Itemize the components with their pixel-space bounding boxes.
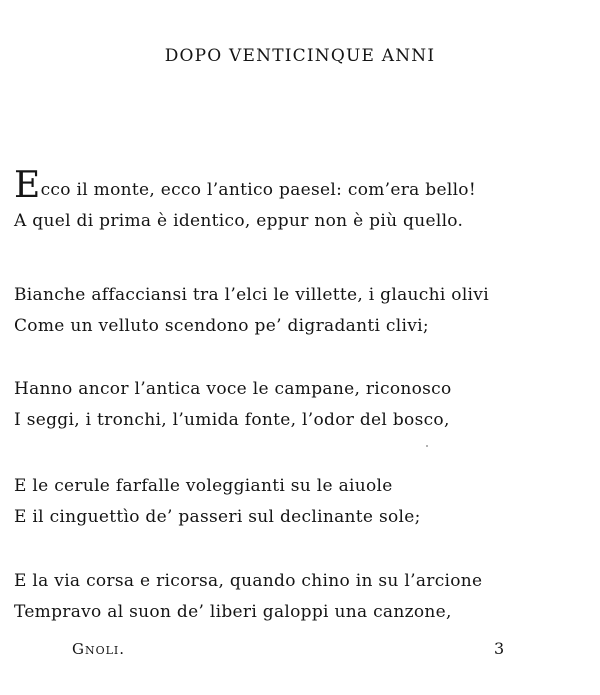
footer-author: Gnoli. bbox=[72, 640, 126, 658]
stanza bbox=[14, 374, 452, 436]
poem-line: E le cerule farfalle voleggianti su le aiuole bbox=[14, 476, 393, 496]
poem-line: Come un velluto scendono pe’ digradanti clivi; bbox=[14, 316, 429, 336]
drop-cap: E bbox=[14, 165, 41, 206]
stanza bbox=[14, 566, 482, 628]
poem-line: Bianche affacciansi tra l’elci le villette, i glauchi olivi bbox=[14, 285, 489, 305]
poem-line: A quel di prima è identico, eppur non è più quello. bbox=[14, 211, 464, 231]
page-number: 3 bbox=[494, 639, 505, 658]
poem-line: Hanno ancor l’antica voce le campane, riconosco bbox=[14, 379, 452, 399]
print-speck bbox=[426, 445, 428, 447]
page-title: DOPO VENTICINQUE ANNI bbox=[164, 46, 436, 66]
first-line-text: cco il monte, ecco l’antico paesel: com’era bello! bbox=[40, 180, 476, 200]
poem-line: E il cinguettìo de’ passeri sul declinante sole; bbox=[14, 507, 421, 527]
stanza bbox=[14, 280, 489, 342]
poem-line-first bbox=[14, 165, 476, 206]
stanza bbox=[14, 165, 476, 237]
stanza bbox=[14, 471, 421, 533]
poem-line: I seggi, i tronchi, l’umida fonte, l’odor del bosco, bbox=[14, 410, 450, 430]
poem-line: E la via corsa e ricorsa, quando chino in su l’arcione bbox=[14, 571, 483, 591]
poem-line: Tempravo al suon de’ liberi galoppi una canzone, bbox=[14, 602, 452, 622]
